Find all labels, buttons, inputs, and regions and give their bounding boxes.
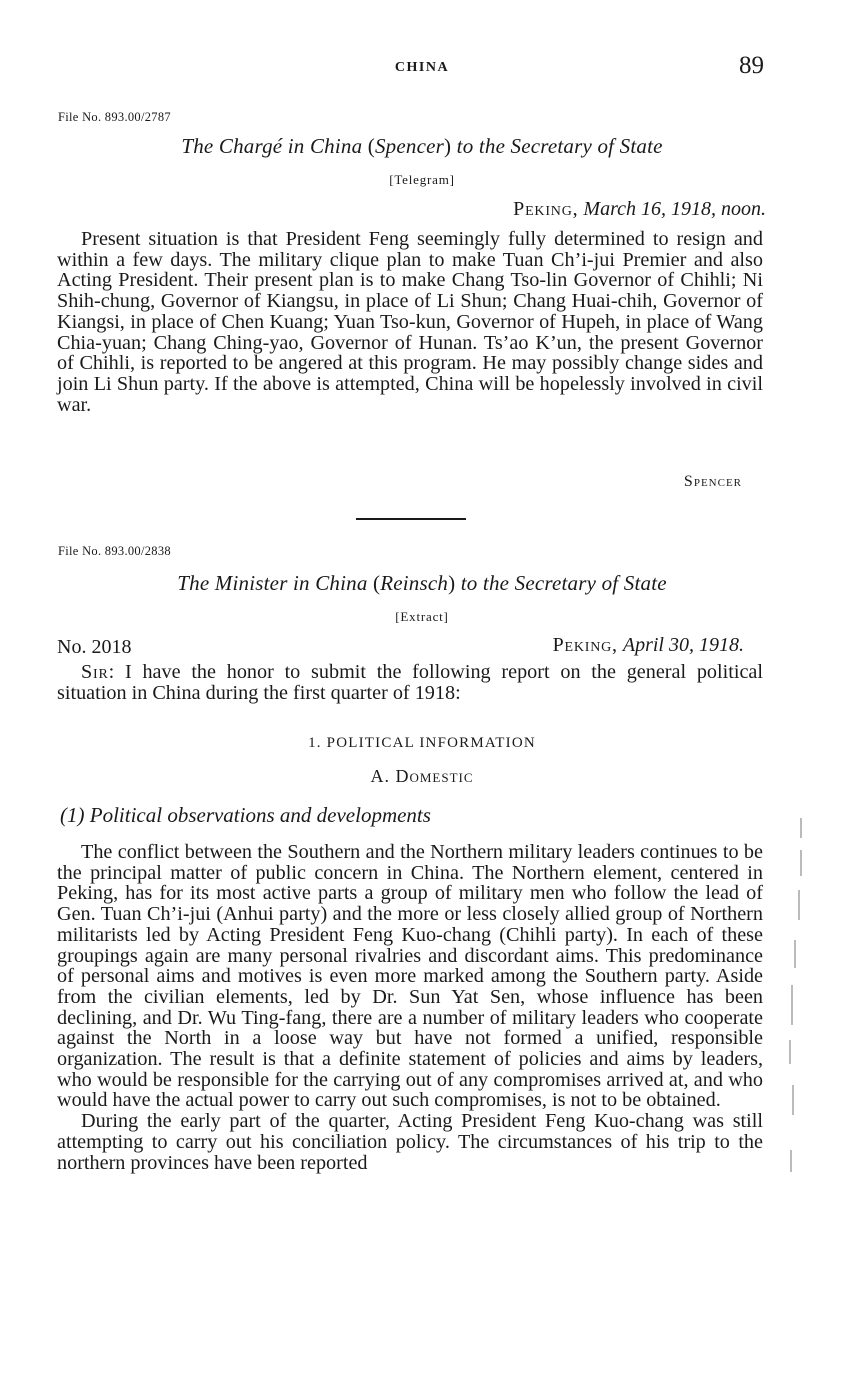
report-body — [57, 842, 763, 1173]
telegram-paragraph: Present situation is that President Feng seemingly fully determined to resign and within a few days. The military clique plan to make Tuan Ch’i-jui Premier and also Acting President. Their present plan is to make Chang Tso-lin Governor of Chihli; Ni Shih-chung, Governor of Kiangsu, in place of Li Shun; Chang Huai-chih, Governor of Kiangsi, in place of Chen Kuang; Yuan Tso-kun, Governor of Hupeh, in place of Wang Chia-yuan; Chang Ching-yao, Governor of Hunan. Ts’ao K’un, the present Governor of Chihli, is reported to be angered at this program. He may possibly change sides and join Li Shun party. If the above is attempted, China will be hopelessly involved in civil war. — [57, 228, 763, 416]
dateline-2 — [553, 634, 744, 657]
title-1-paren-open: ( — [367, 134, 375, 158]
page-number: 89 — [739, 52, 764, 79]
margin-mark — [794, 940, 796, 968]
margin-mark — [789, 1040, 791, 1064]
report-paragraph-2: During the early part of the quarter, Acting President Feng Kuo-chang was still attempting to carry out his conciliation policy. The circumstances of his trip to the northern provinces have been reported — [57, 1110, 763, 1174]
dateline-1 — [513, 198, 766, 221]
document-type-1: [Telegram] — [389, 172, 455, 187]
title-2-sender: Reinsch — [380, 571, 449, 595]
title-2-paren-open: ( — [373, 571, 381, 595]
dateline-1-date: March 16, 1918, noon. — [583, 198, 766, 220]
file-number-1: File No. 893.00/2787 — [58, 110, 171, 124]
margin-mark — [792, 1085, 794, 1115]
title-1-paren-close: ) — [444, 134, 452, 158]
dispatch-number: No. 2018 — [57, 636, 132, 658]
running-head — [0, 52, 844, 82]
dateline-2-date: April 30, 1918. — [622, 634, 744, 656]
title-1-part-b: to the Secretary of State — [451, 134, 663, 158]
dateline-2-place: Peking, — [552, 634, 618, 656]
margin-mark — [798, 890, 800, 920]
subsection-number: (1) — [60, 803, 85, 827]
running-title: CHINA — [394, 60, 450, 75]
margin-mark — [791, 985, 793, 1025]
intro-paragraph — [57, 662, 763, 703]
title-2-part-a: The Minister in China — [177, 571, 373, 595]
signature-spencer: Spencer — [683, 473, 742, 490]
section-heading: 1. POLITICAL INFORMATION — [308, 735, 536, 751]
title-1-sender: Spencer — [374, 134, 444, 158]
document-type-2: [Extract] — [395, 609, 449, 624]
margin-mark — [790, 1150, 792, 1172]
document-title-2 — [0, 571, 844, 596]
margin-mark — [800, 850, 802, 876]
subsection-heading — [60, 803, 431, 828]
salutation: Sir — [81, 661, 109, 683]
report-paragraph-1: The conflict between the Southern and the Northern military leaders continues to be the principal matter of public concern in China. The Northern element, centered in Peking, has for its most active parts a group of military men who follow the lead of Gen. Tuan Ch’i-jui (Anhui party) and the more or less closely allied group of Northern militarists led by Acting President Feng Kuo-chang (Chihli party). In each of these groupings again are many personal rivalries and discordant aims. This predominance of personal aims and motives is even more marked among the Southern party. Aside from the civilian elements, led by Dr. Sun Yat Sen, whose influence has been declining, and Dr. Wu Ting-fang, there are a number of military leaders who cooperate against the North in a loose way but have not formed a unified, responsible organization. The result is that a definite statement of policies and aims by leaders, who would be responsible for the carrying out of any compromises arrived at, and who would have the actual power to carry out such compromises, is not to be obtained. — [57, 841, 763, 1112]
title-2-part-b: to the Secretary of State — [455, 571, 667, 595]
section-subheading: A. Domestic — [370, 766, 474, 786]
margin-mark — [800, 818, 802, 838]
report-intro — [57, 662, 763, 703]
file-number-2: File No. 893.00/2838 — [58, 544, 171, 558]
document-title-1 — [0, 134, 844, 159]
intro-text: : I have the honor to submit the following report on the general political situation in China during the first quarter of 1918: — [57, 661, 763, 704]
subsection-title: Political observations and developments — [84, 803, 431, 827]
title-1-part-a: The Chargé in China — [181, 134, 368, 158]
section-divider — [356, 518, 466, 520]
dateline-1-place: Peking, — [513, 198, 579, 220]
title-2-paren-close: ) — [448, 571, 456, 595]
telegram-body — [57, 229, 763, 415]
